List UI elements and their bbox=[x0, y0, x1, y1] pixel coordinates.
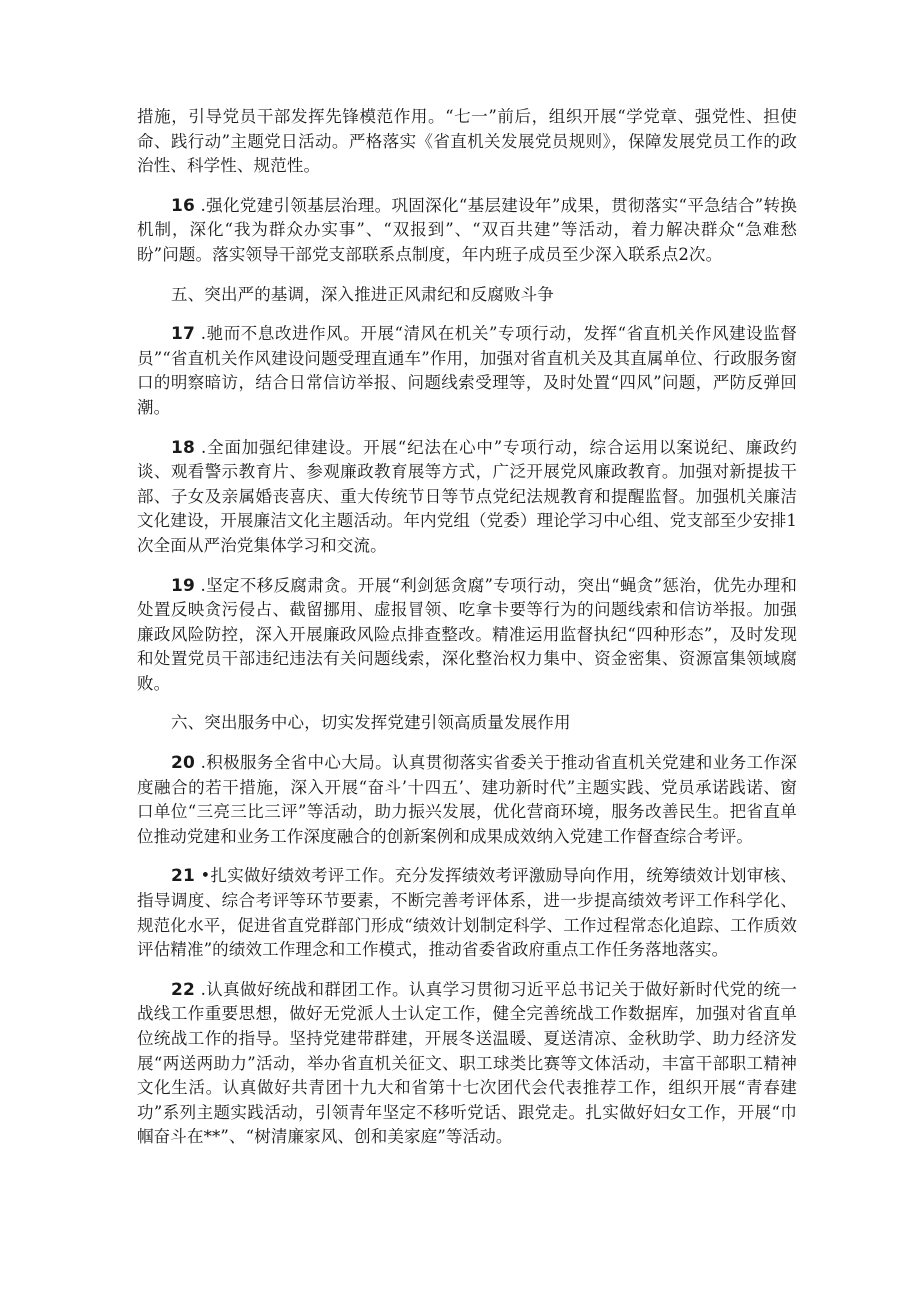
paragraph-item-16 bbox=[137, 194, 797, 268]
paragraph-text: 措施，引导党员干部发挥先锋模范作用。“七一”前后，组织开展“学党章、强党性、担使命、践行动”主题党日活动。严格落实《省直机关发展党员规则》，保障发展党员工作的政治性、科学性、规范性。 bbox=[137, 107, 797, 176]
paragraph-item-22 bbox=[137, 978, 797, 1150]
item-number: 22 bbox=[171, 979, 195, 1000]
paragraph-item-20 bbox=[137, 751, 797, 849]
paragraph-text: .强化党建引领基层治理。巩固深化“基层建设年”成果，贯彻落实“平急结合”转换机制，深化“我为群众办实事”、“双报到”、“双百共建”等活动，着力解决群众“急难愁盼”问题。落实领导干部党支部联系点制度，年内班子成员至少深入联系点2次。 bbox=[137, 195, 797, 264]
paragraph-item-18 bbox=[137, 436, 797, 559]
paragraph-text: .全面加强纪律建设。开展“纪法在心中”专项行动，综合运用以案说纪、廉政约谈、观看警示教育片、参观廉政教育展等方式，广泛开展党风廉政教育。加强对新提拔干部、子女及亲属婚丧喜庆、重大传统节日等节点党纪法规教育和提醒监督。加强机关廉洁文化建设，开展廉洁文化主题活动。年内党组（党委）理论学习中心组、党支部至少安排1次全面从严治党集体学习和交流。 bbox=[137, 437, 797, 555]
paragraph-item-19 bbox=[137, 574, 797, 697]
item-number: 18 bbox=[171, 437, 195, 458]
paragraph-text: .认真做好统战和群团工作。认真学习贯彻习近平总书记关于做好新时代党的统一战线工作重要思想，做好无党派人士认定工作，健全完善统战工作数据库，加强对省直单位统战工作的指导。坚持党建带群建，开展冬送温暖、夏送清凉、金秋助学、助力经济发展“两送两助力”活动，举办省直机关征文、职工球类比赛等文体活动，丰富干部职工精神文化生活。认真做好共青团十九大和省第十七次团代会代表推荐工作，组织开展“青春建功”系列主题实践活动，引领青年坚定不移听党话、跟党走。扎实做好妇女工作，开展“巾帼奋斗在**”、“树清廉家风、创和美家庭”等活动。 bbox=[137, 979, 797, 1147]
item-number: 17 bbox=[171, 324, 195, 345]
section-heading-6: 六、突出服务中心，切实发挥党建引领高质量发展作用 bbox=[171, 713, 571, 733]
paragraph-text: •扎实做好绩效考评工作。充分发挥绩效考评激励导向作用，统筹绩效计划审核、指导调度、综合考评等环节要素，不断完善考评体系，进一步提高绩效考评工作科学化、规范化水平，促进省直党群部门形成“绩效计划制定科学、工作过程常态化追踪、工作质效评估精准”的绩效工作理念和工作模式，推动省委省政府重点工作任务落地落实。 bbox=[137, 866, 797, 960]
paragraph-item-21 bbox=[137, 864, 797, 962]
item-number: 20 bbox=[171, 753, 195, 774]
section-heading-5: 五、突出严的基调，深入推进正风肃纪和反腐败斗争 bbox=[171, 284, 554, 304]
paragraph-text: .驰而不息改进作风。开展“清风在机关”专项行动，发挥“省直机关作风建设监督员”“省直机关作风建设问题受理直通车”作用，加强对省直机关及其直属单位、行政服务窗口的明察暗访，结合日常信访举报、问题线索受理等，及时处置“四风”问题，严防反弹回潮。 bbox=[137, 324, 797, 417]
document-body bbox=[137, 105, 797, 1150]
item-number: 19 bbox=[171, 575, 195, 596]
paragraph-text: .积极服务全省中心大局。认真贯彻落实省委关于推动省直机关党建和业务工作深度融合的若干措施，深入开展“奋斗’十四五’、建功新时代”主题实践、党员承诺践诺、窗口单位“三亮三比三评”等活动，助力振兴发展，优化营商环境，服务改善民生。把省直单位推动党建和业务工作深度融合的创新案例和成果成效纳入党建工作督查综合考评。 bbox=[137, 753, 797, 846]
item-number: 16 bbox=[171, 195, 195, 216]
paragraph-intro bbox=[137, 105, 797, 179]
paragraph-item-17 bbox=[137, 322, 797, 420]
paragraph-text: .坚定不移反腐肃贪。开展“利剑惩贪腐”专项行动，突出“蝇贪”惩治，优先办理和处置反映贪污侵占、截留挪用、虚报冒领、吃拿卡要等行为的问题线索和信访举报。加强廉政风险防控，深入开展廉政风险点排查整改。精准运用监督执纪“四种形态”，及时发现和处置党员干部违纪违法有关问题线索，深化整治权力集中、资金密集、资源富集领域腐败。 bbox=[137, 575, 797, 693]
item-number: 21 bbox=[171, 866, 195, 887]
